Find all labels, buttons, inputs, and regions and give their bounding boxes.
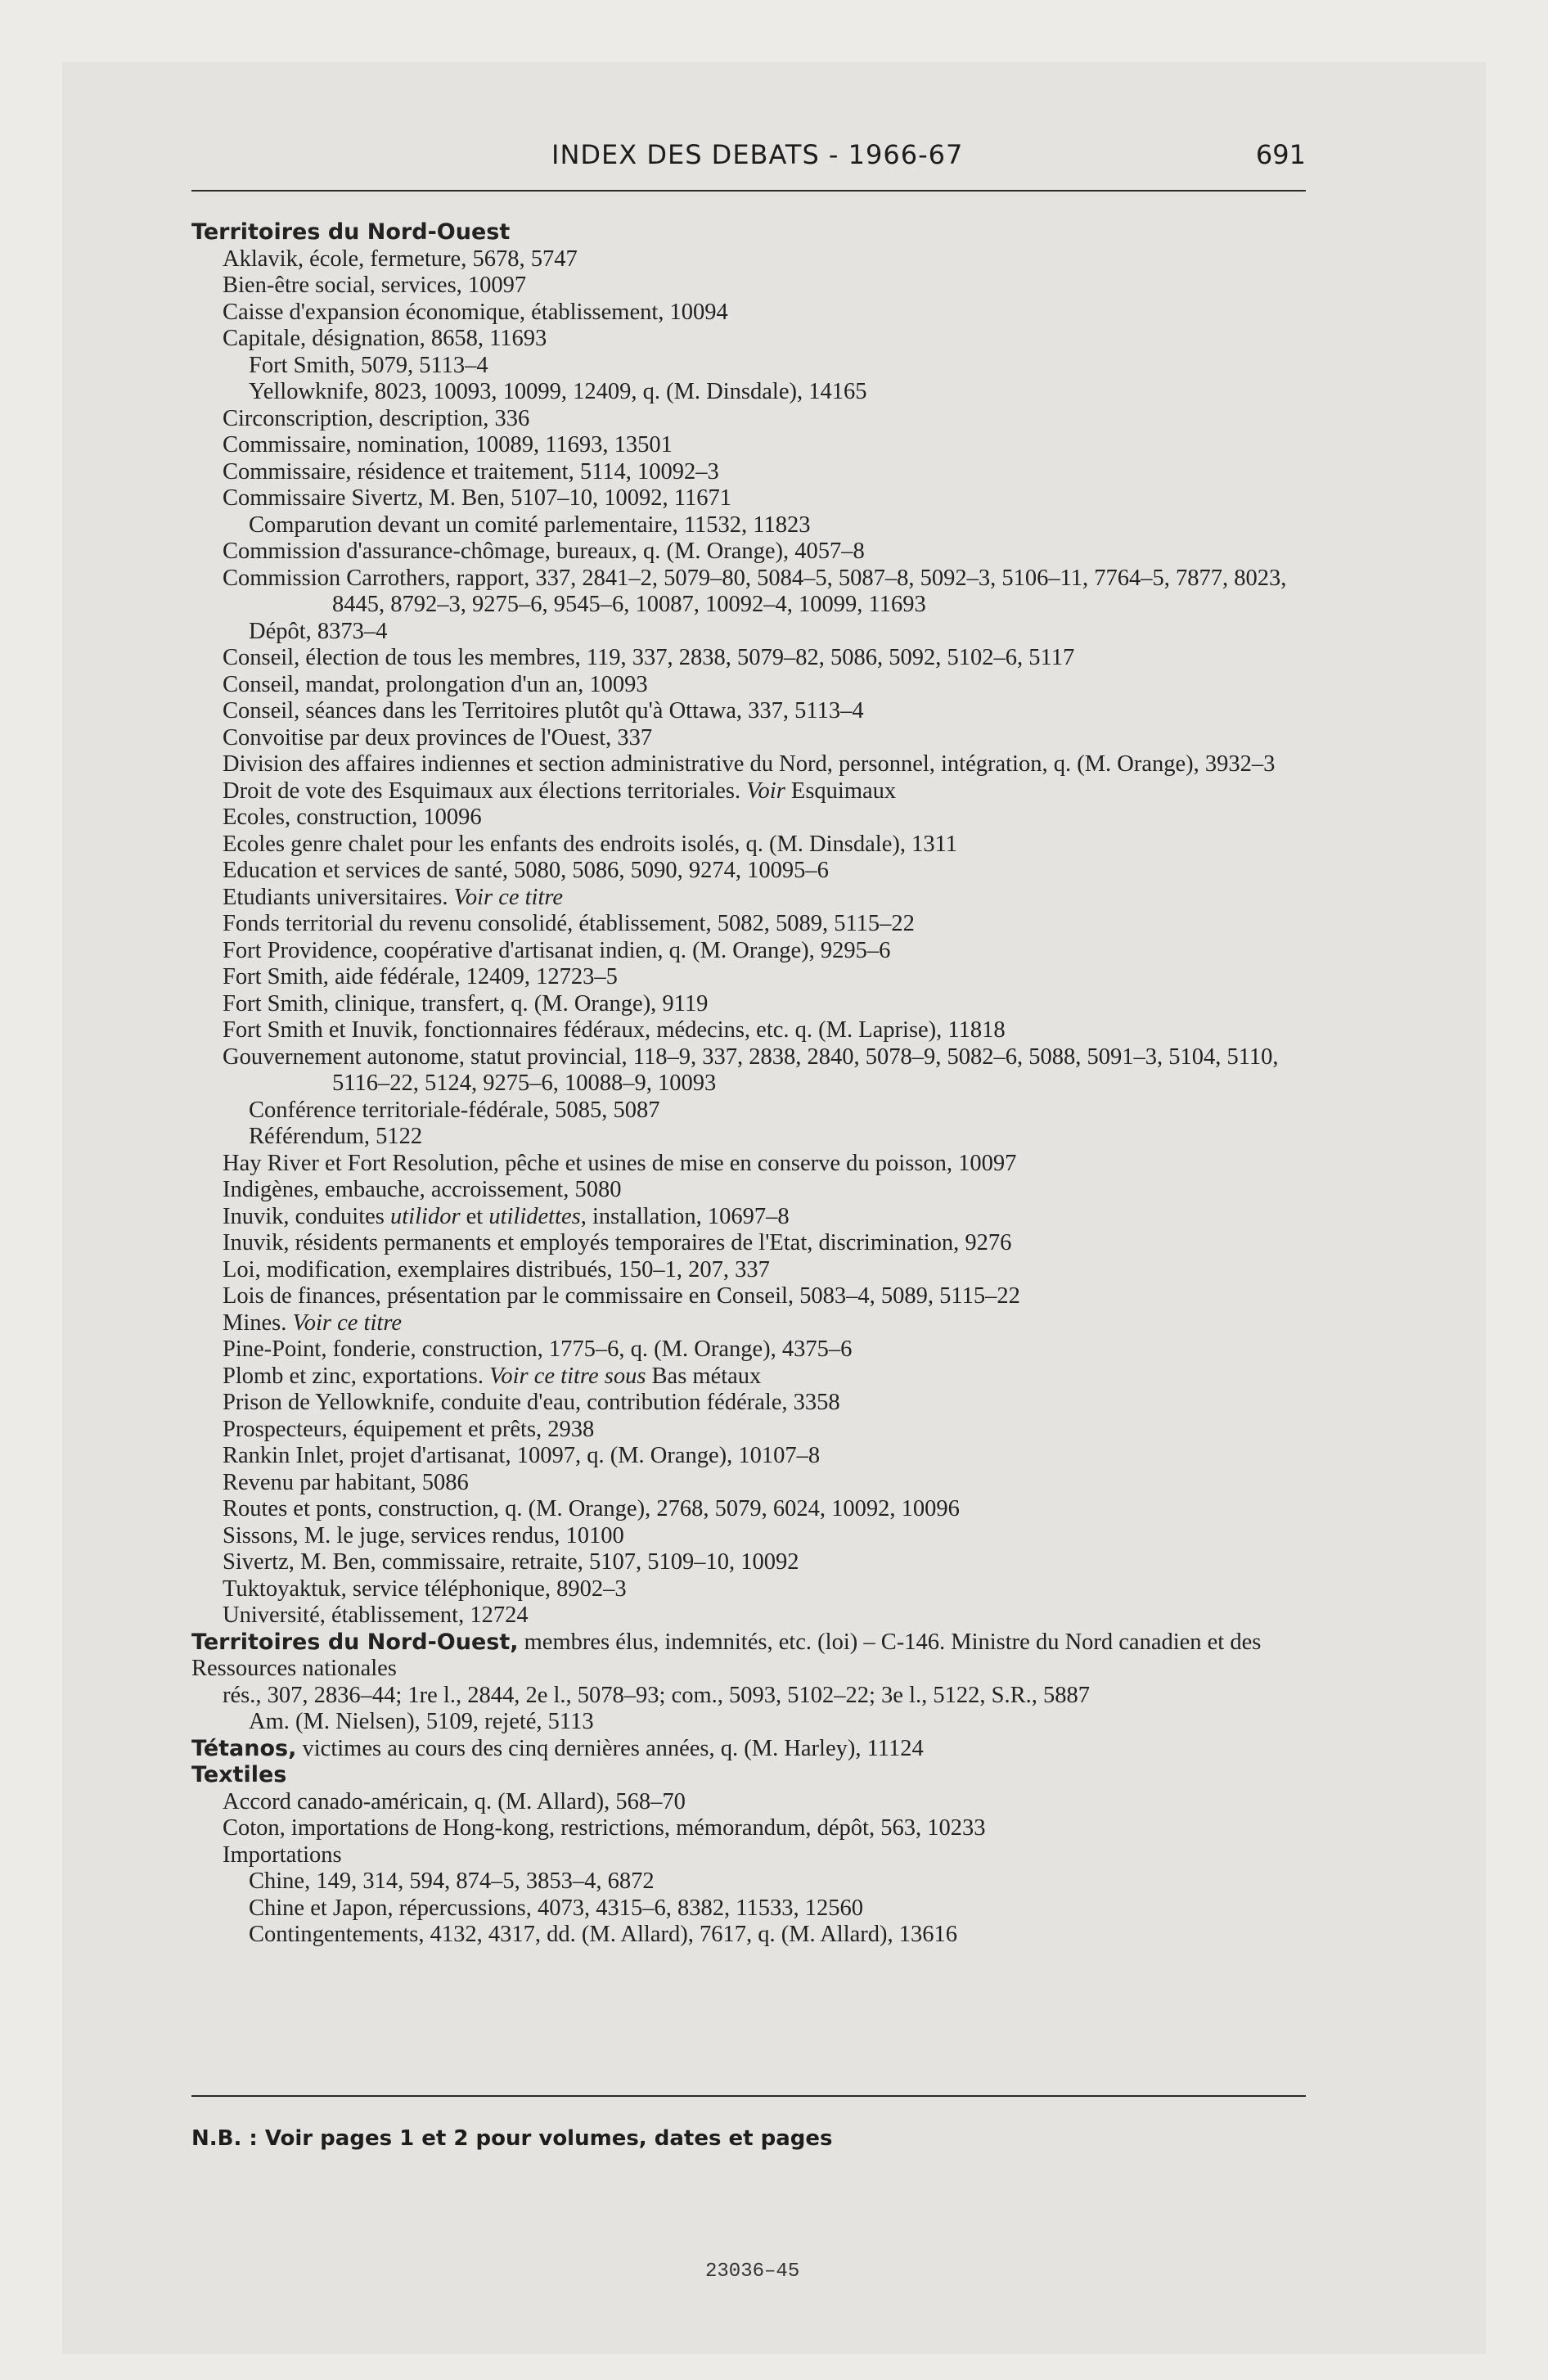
italic-term: utilidettes xyxy=(488,1203,581,1229)
index-body xyxy=(191,219,1337,1949)
see-reference: Voir ce titre xyxy=(453,884,564,910)
index-entry: Fonds territorial du revenu consolidé, établissement, 5082, 5089, 5115–22 xyxy=(223,911,915,936)
index-heading xyxy=(191,1736,1337,1763)
entry-text: Plomb et zinc, exportations. xyxy=(223,1363,490,1389)
index-entry: Université, établissement, 12724 xyxy=(223,1602,529,1628)
index-entry: Commissaire, résidence et traitement, 5114, 10092–3 xyxy=(223,458,719,485)
footer-rule xyxy=(191,2095,1306,2097)
index-entry: Commission d'assurance-chômage, bureaux, q. (M. Orange), 4057–8 xyxy=(223,539,865,564)
index-entry xyxy=(191,1364,1337,1391)
see-reference: Voir xyxy=(746,778,785,804)
index-entry: Tuktoyaktuk, service téléphonique, 8902–3 xyxy=(223,1575,627,1602)
index-entry: Conseil, élection de tous les membres, 119, 337, 2838, 5079–82, 5086, 5092, 5102–6, 5117 xyxy=(223,645,1075,670)
nb-note: N.B. : Voir pages 1 et 2 pour volumes, dates et pages xyxy=(191,2126,833,2151)
index-entry: Indigènes, embauche, accroissement, 5080 xyxy=(223,1177,622,1202)
index-entry: Capitale, désignation, 8658, 11693 xyxy=(223,326,547,351)
entry-text: Inuvik, conduites xyxy=(223,1203,391,1229)
index-subentry: Fort Smith, 5079, 5113–4 xyxy=(249,352,488,378)
index-subentry: Contingentements, 4132, 4317, dd. (M. Allard), 7617, q. (M. Allard), 13616 xyxy=(249,1922,958,1947)
index-entry: Lois de finances, présentation par le commissaire en Conseil, 5083–4, 5089, 5115–22 xyxy=(223,1283,1020,1309)
entry-text: Bas métaux xyxy=(646,1363,762,1389)
index-entry: Pine-Point, fonderie, construction, 1775–6, q. (M. Orange), 4375–6 xyxy=(223,1336,853,1362)
heading-rest: victimes au cours des cinq dernières années, q. (M. Harley), 11124 xyxy=(296,1735,924,1761)
entry-text: Droit de vote des Esquimaux aux élections territoriales. xyxy=(223,778,747,804)
index-entry: Hay River et Fort Resolution, pêche et usines de mise en conserve du poisson, 10097 xyxy=(223,1150,1017,1176)
index-subentry: Chine et Japon, répercussions, 4073, 4315–6, 8382, 11533, 12560 xyxy=(249,1895,863,1921)
index-entry: Rankin Inlet, projet d'artisanat, 10097, q. (M. Orange), 10107–8 xyxy=(223,1443,821,1468)
index-entry: Conseil, mandat, prolongation d'un an, 10093 xyxy=(223,671,648,697)
index-entry xyxy=(191,885,1337,912)
index-entry: Commission Carrothers, rapport, 337, 2841–2, 5079–80, 5084–5, 5087–8, 5092–3, 5106–11, 7764–5, 7877, 8023, 8445, 8792–3, 9275–6, 9545–6, 10087, 10092–4, 10099, 11693 xyxy=(223,565,1287,617)
index-entry: Ecoles genre chalet pour les enfants des endroits isolés, q. (M. Dinsdale), 1311 xyxy=(223,831,958,857)
index-entry: Fort Providence, coopérative d'artisanat indien, q. (M. Orange), 9295–6 xyxy=(223,937,891,963)
heading-bold: Tétanos, xyxy=(191,1735,297,1761)
index-entry: Importations xyxy=(223,1841,342,1868)
print-code: 23036–45 xyxy=(705,2261,800,2283)
index-subentry: Dépôt, 8373–4 xyxy=(249,618,388,644)
page-number: 691 xyxy=(1255,139,1306,170)
index-entry: Prospecteurs, équipement et prêts, 2938 xyxy=(223,1416,595,1442)
index-entry: Sissons, M. le juge, services rendus, 10100 xyxy=(223,1522,624,1548)
index-entry: Conseil, séances dans les Territoires plutôt qu'à Ottawa, 337, 5113–4 xyxy=(223,698,864,723)
heading-rest: membres élus, indemnités, etc. (loi) – C-146. Ministre du Nord canadien et des Ressources nationales xyxy=(191,1629,1262,1681)
running-title: INDEX DES DEBATS - 1966-67 xyxy=(551,139,964,170)
index-entry: Division des affaires indiennes et section administrative du Nord, personnel, intégration, q. (M. Orange), 3932–3 xyxy=(223,751,1276,777)
index-entry: rés., 307, 2836–44; 1re l., 2844, 2e l., 5078–93; com., 5093, 5102–22; 3e l., 5122, S.R., 5887 xyxy=(223,1682,1090,1708)
index-subentry: Référendum, 5122 xyxy=(249,1124,423,1149)
index-entry: Education et services de santé, 5080, 5086, 5090, 9274, 10095–6 xyxy=(223,858,829,883)
index-entry: Circonscription, description, 336 xyxy=(223,405,530,431)
index-heading: Textiles xyxy=(191,1762,287,1787)
index-entry: Commissaire, nomination, 10089, 11693, 13501 xyxy=(223,432,673,458)
index-entry: Sivertz, M. Ben, commissaire, retraite, 5107, 5109–10, 10092 xyxy=(223,1549,799,1575)
heading-bold: Territoires du Nord-Ouest, xyxy=(191,1629,519,1655)
index-subentry: Yellowknife, 8023, 10093, 10099, 12409, q. (M. Dinsdale), 14165 xyxy=(249,379,867,404)
index-entry: Convoitise par deux provinces de l'Ouest, 337 xyxy=(223,724,653,751)
see-reference: Voir ce titre xyxy=(292,1309,402,1336)
index-entry: Coton, importations de Hong-kong, restrictions, mémorandum, dépôt, 563, 10233 xyxy=(223,1815,986,1841)
index-entry: Revenu par habitant, 5086 xyxy=(223,1469,469,1495)
index-heading xyxy=(191,1629,1337,1683)
header-rule xyxy=(191,190,1306,192)
index-entry: Loi, modification, exemplaires distribués, 150–1, 207, 337 xyxy=(223,1256,770,1282)
index-entry: Bien-être social, services, 10097 xyxy=(223,273,527,298)
index-heading: Territoires du Nord-Ouest xyxy=(191,219,511,245)
see-reference: Voir ce titre xyxy=(489,1363,599,1389)
index-entry: Aklavik, école, fermeture, 5678, 5747 xyxy=(223,246,578,272)
index-entry: Fort Smith et Inuvik, fonctionnaires fédéraux, médecins, etc. q. (M. Laprise), 11818 xyxy=(223,1017,1006,1043)
index-entry: Commissaire Sivertz, M. Ben, 5107–10, 10092, 11671 xyxy=(223,485,731,511)
index-entry xyxy=(191,1310,1337,1337)
index-subentry: Conférence territoriale-fédérale, 5085, 5087 xyxy=(249,1097,660,1123)
index-subentry: Chine, 149, 314, 594, 874–5, 3853–4, 6872 xyxy=(249,1868,655,1894)
index-entry: Routes et ponts, construction, q. (M. Orange), 2768, 5079, 6024, 10092, 10096 xyxy=(223,1496,960,1521)
see-reference-sous: sous xyxy=(598,1363,646,1389)
entry-text: Esquimaux xyxy=(785,778,897,804)
index-subentry: Comparution devant un comité parlementaire, 11532, 11823 xyxy=(249,512,811,538)
index-entry: Ecoles, construction, 10096 xyxy=(223,805,482,830)
index-entry: Gouvernement autonome, statut provincial, 118–9, 337, 2838, 2840, 5078–9, 5082–6, 5088, 5091–3, 5104, 5110, 5116–22, 5124, 9275–6, 10088–9, 10093 xyxy=(223,1044,1279,1096)
index-entry xyxy=(191,1204,1337,1231)
entry-text: et xyxy=(460,1203,489,1229)
index-entry xyxy=(191,778,1337,805)
index-entry: Inuvik, résidents permanents et employés temporaires de l'Etat, discrimination, 9276 xyxy=(223,1230,1012,1255)
entry-text: Etudiants universitaires. xyxy=(223,884,454,910)
italic-term: utilidor xyxy=(390,1203,461,1229)
index-entry: Prison de Yellowknife, conduite d'eau, contribution fédérale, 3358 xyxy=(223,1390,840,1415)
running-head xyxy=(191,139,1306,172)
index-entry: Fort Smith, aide fédérale, 12409, 12723–5 xyxy=(223,964,618,989)
entry-text: Mines. xyxy=(223,1309,293,1336)
index-entry: Fort Smith, clinique, transfert, q. (M. Orange), 9119 xyxy=(223,990,709,1016)
index-entry: Accord canado-américain, q. (M. Allard), 568–70 xyxy=(223,1788,686,1814)
index-entry: Am. (M. Nielsen), 5109, rejeté, 5113 xyxy=(249,1709,594,1734)
entry-text: , installation, 10697–8 xyxy=(580,1203,790,1229)
index-entry: Caisse d'expansion économique, établissement, 10094 xyxy=(223,299,728,325)
